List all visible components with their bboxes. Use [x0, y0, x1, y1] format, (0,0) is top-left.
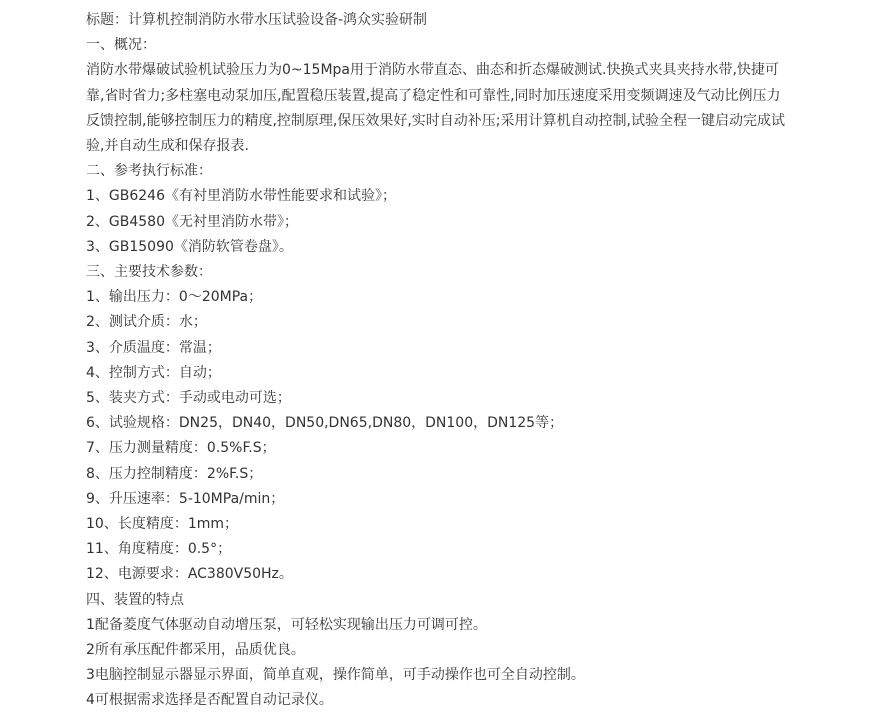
list-item: 2所有承压配件都采用，品质优良。	[86, 642, 305, 659]
list-item: 11、角度精度：0.5°；	[86, 541, 232, 558]
section-features	[86, 588, 786, 714]
section-standards	[86, 159, 786, 260]
document	[86, 8, 786, 714]
list-item: 7、压力测量精度：0.5%F.S；	[86, 440, 276, 457]
section-heading: 一、概况：	[86, 37, 156, 54]
section-parameters	[86, 260, 786, 588]
list-item: 6、试验规格：DN25，DN40，DN50,DN65,DN80，DN100，DN125等；	[86, 415, 564, 432]
section-heading: 三、主要技术参数：	[86, 264, 212, 281]
list-item: 2、GB4580《无衬里消防水带》；	[86, 213, 298, 230]
list-item: 4可根据需求选择是否配置自动记录仪。	[86, 692, 333, 709]
list-item: 3电脑控制显示器显示界面，简单直观，操作简单，可手动操作也可全自动控制。	[86, 667, 585, 684]
list-item: 5、装夹方式：手动或电动可选；	[86, 390, 291, 407]
overview-paragraph: 消防水带爆破试验机试验压力为0~15Mpa用于消防水带直态、曲态和折态爆破测试.快换式夹具夹持水带,快捷可靠,省时省力;多柱塞电动泵加压,配置稳压装置,提高了稳定性和可靠性,同时加压速度采用变频调速及气动比例压力反馈控制,能够控制压力的精度,控制原理,保压效果好,实时自动补压;采用计算机自动控制,试验全程一键启动完成试验,并自动生成和保存报表.	[86, 62, 785, 155]
list-item: 1、GB6246《有衬里消防水带性能要求和试验》；	[86, 188, 396, 205]
section-heading: 四、装置的特点	[86, 591, 184, 608]
list-item: 9、升压速率：5-10MPa/min；	[86, 490, 285, 507]
list-item: 1、输出压力：0～20MPa；	[86, 289, 263, 306]
list-item: 3、GB15090《消防软管卷盘》。	[86, 238, 293, 255]
list-item: 1配备菱度气体驱动自动增压泵，可轻松实现输出压力可调可控。	[86, 616, 487, 633]
list-item: 3、介质温度：常温；	[86, 339, 221, 356]
list-item: 4、控制方式：自动；	[86, 364, 221, 381]
list-item: 12、电源要求：AC380V50Hz。	[86, 566, 293, 583]
list-item: 10、长度精度：1mm；	[86, 516, 238, 533]
section-overview	[86, 33, 786, 159]
list-item: 2、测试介质：水；	[86, 314, 207, 331]
section-heading: 二、参考执行标准：	[86, 163, 212, 180]
list-item: 8、压力控制精度：2%F.S；	[86, 465, 263, 482]
document-title: 标题：计算机控制消防水带水压试验设备-鸿众实验研制	[86, 12, 428, 28]
